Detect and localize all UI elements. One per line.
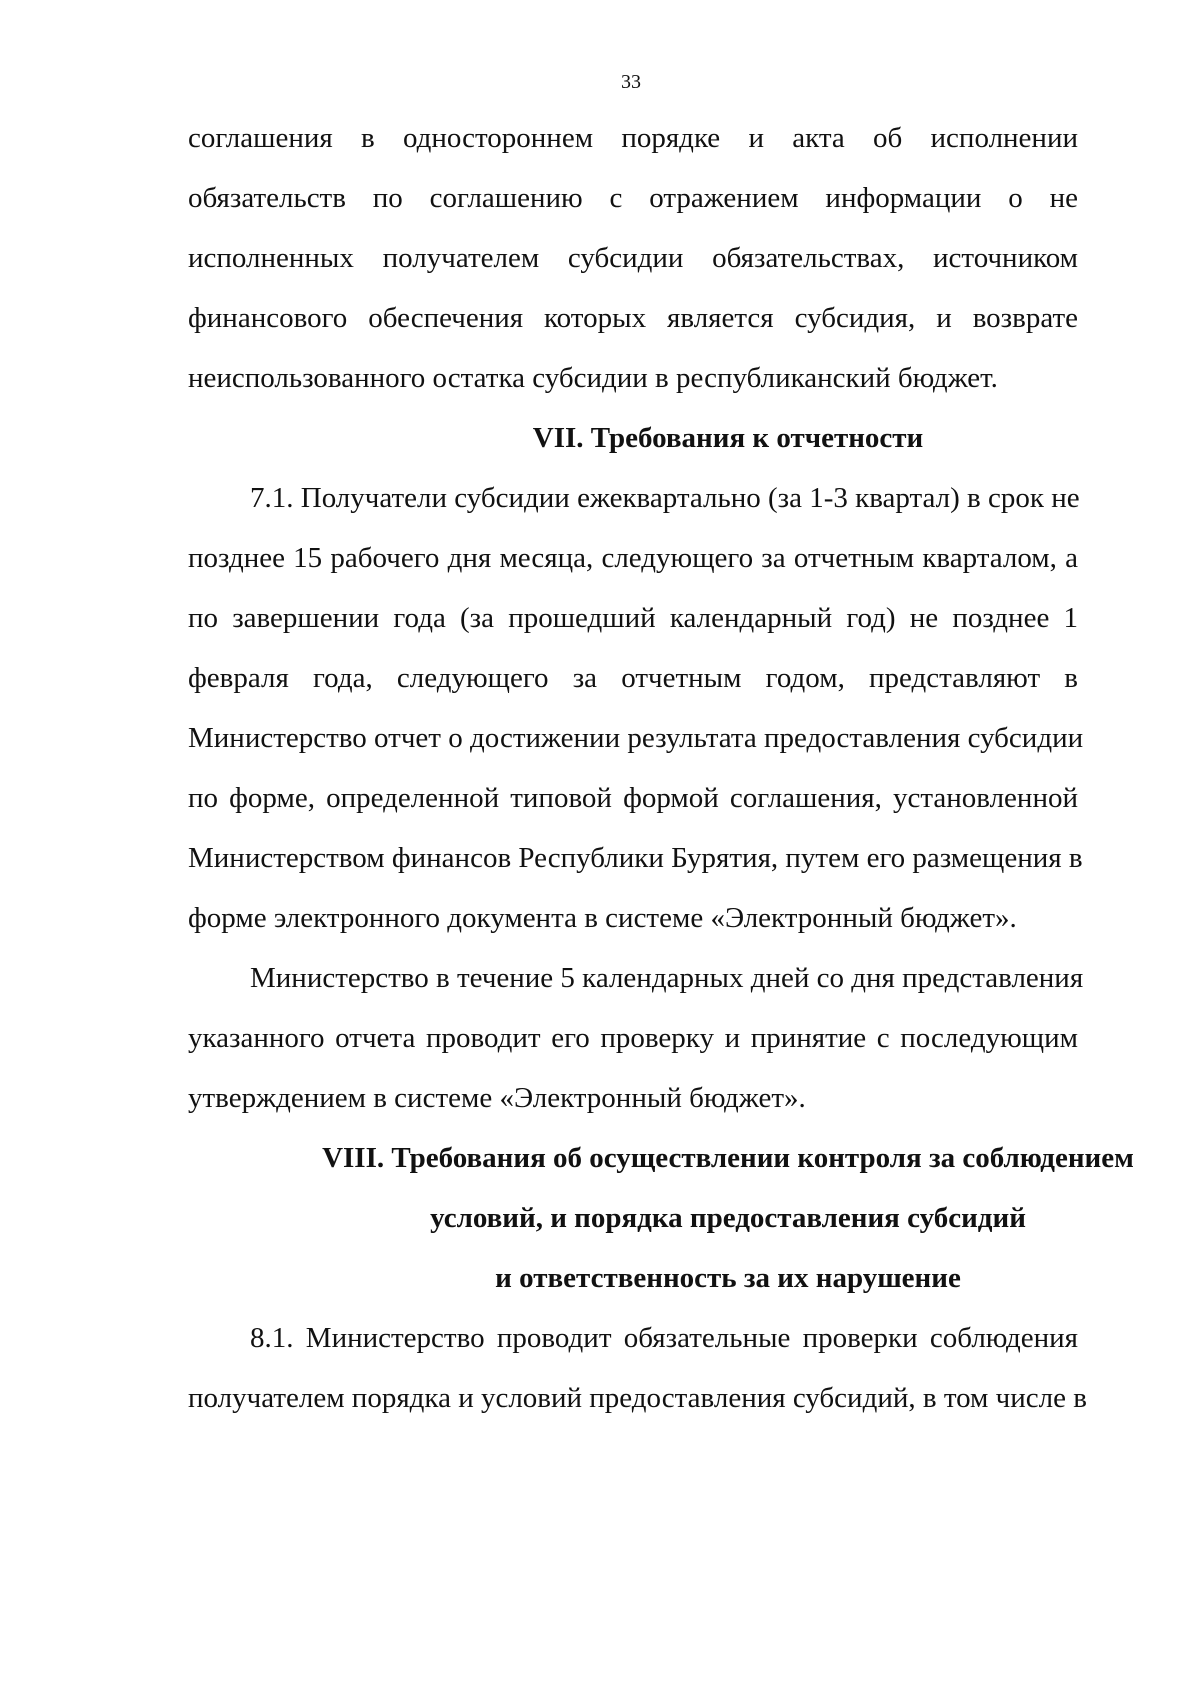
- paragraph-line: по форме, определенной типовой формой соглашения, установленной: [188, 782, 1078, 814]
- paragraph-line: 7.1. Получатели субсидии ежеквартально (за 1-3 квартал) в срок не: [250, 482, 1080, 514]
- paragraph-line: утверждением в системе «Электронный бюджет».: [188, 1082, 806, 1114]
- paragraph-line: указанного отчета проводит его проверку и принятие с последующим: [188, 1022, 1078, 1054]
- paragraph-line: 8.1. Министерство проводит обязательные проверки соблюдения: [250, 1322, 1078, 1354]
- paragraph-line: исполненных получателем субсидии обязательствах, источником: [188, 242, 1078, 274]
- section-heading: VIII. Требования об осуществлении контроля за соблюдением: [322, 1142, 1134, 1174]
- paragraph-line: февраля года, следующего за отчетным годом, представляют в: [188, 662, 1078, 694]
- paragraph-line: по завершении года (за прошедший календарный год) не позднее 1: [188, 602, 1078, 634]
- paragraph-line: получателем порядка и условий предоставления субсидий, в том числе в: [188, 1382, 1087, 1414]
- paragraph-line: форме электронного документа в системе «Электронный бюджет».: [188, 902, 1017, 934]
- paragraph-line: Министерство в течение 5 календарных дней со дня представления: [250, 962, 1084, 994]
- section-heading: VII. Требования к отчетности: [532, 422, 924, 454]
- paragraph-line: соглашения в одностороннем порядке и акта об исполнении: [188, 122, 1078, 154]
- paragraph-line: Министерство отчет о достижении результата предоставления субсидии: [188, 722, 1084, 754]
- section-heading: и ответственность за их нарушение: [495, 1262, 961, 1294]
- paragraph-line: обязательств по соглашению с отражением информации о не: [188, 182, 1078, 214]
- paragraph-line: Министерством финансов Республики Бурятия, путем его размещения в: [188, 842, 1083, 874]
- paragraph-line: финансового обеспечения которых является субсидия, и возврате: [188, 302, 1078, 334]
- paragraph-line: неиспользованного остатка субсидии в республиканский бюджет.: [188, 362, 998, 394]
- paragraph-line: позднее 15 рабочего дня месяца, следующего за отчетным кварталом, а: [188, 542, 1078, 574]
- page-number: 33: [621, 71, 641, 93]
- section-heading: условий, и порядка предоставления субсидий: [430, 1202, 1026, 1234]
